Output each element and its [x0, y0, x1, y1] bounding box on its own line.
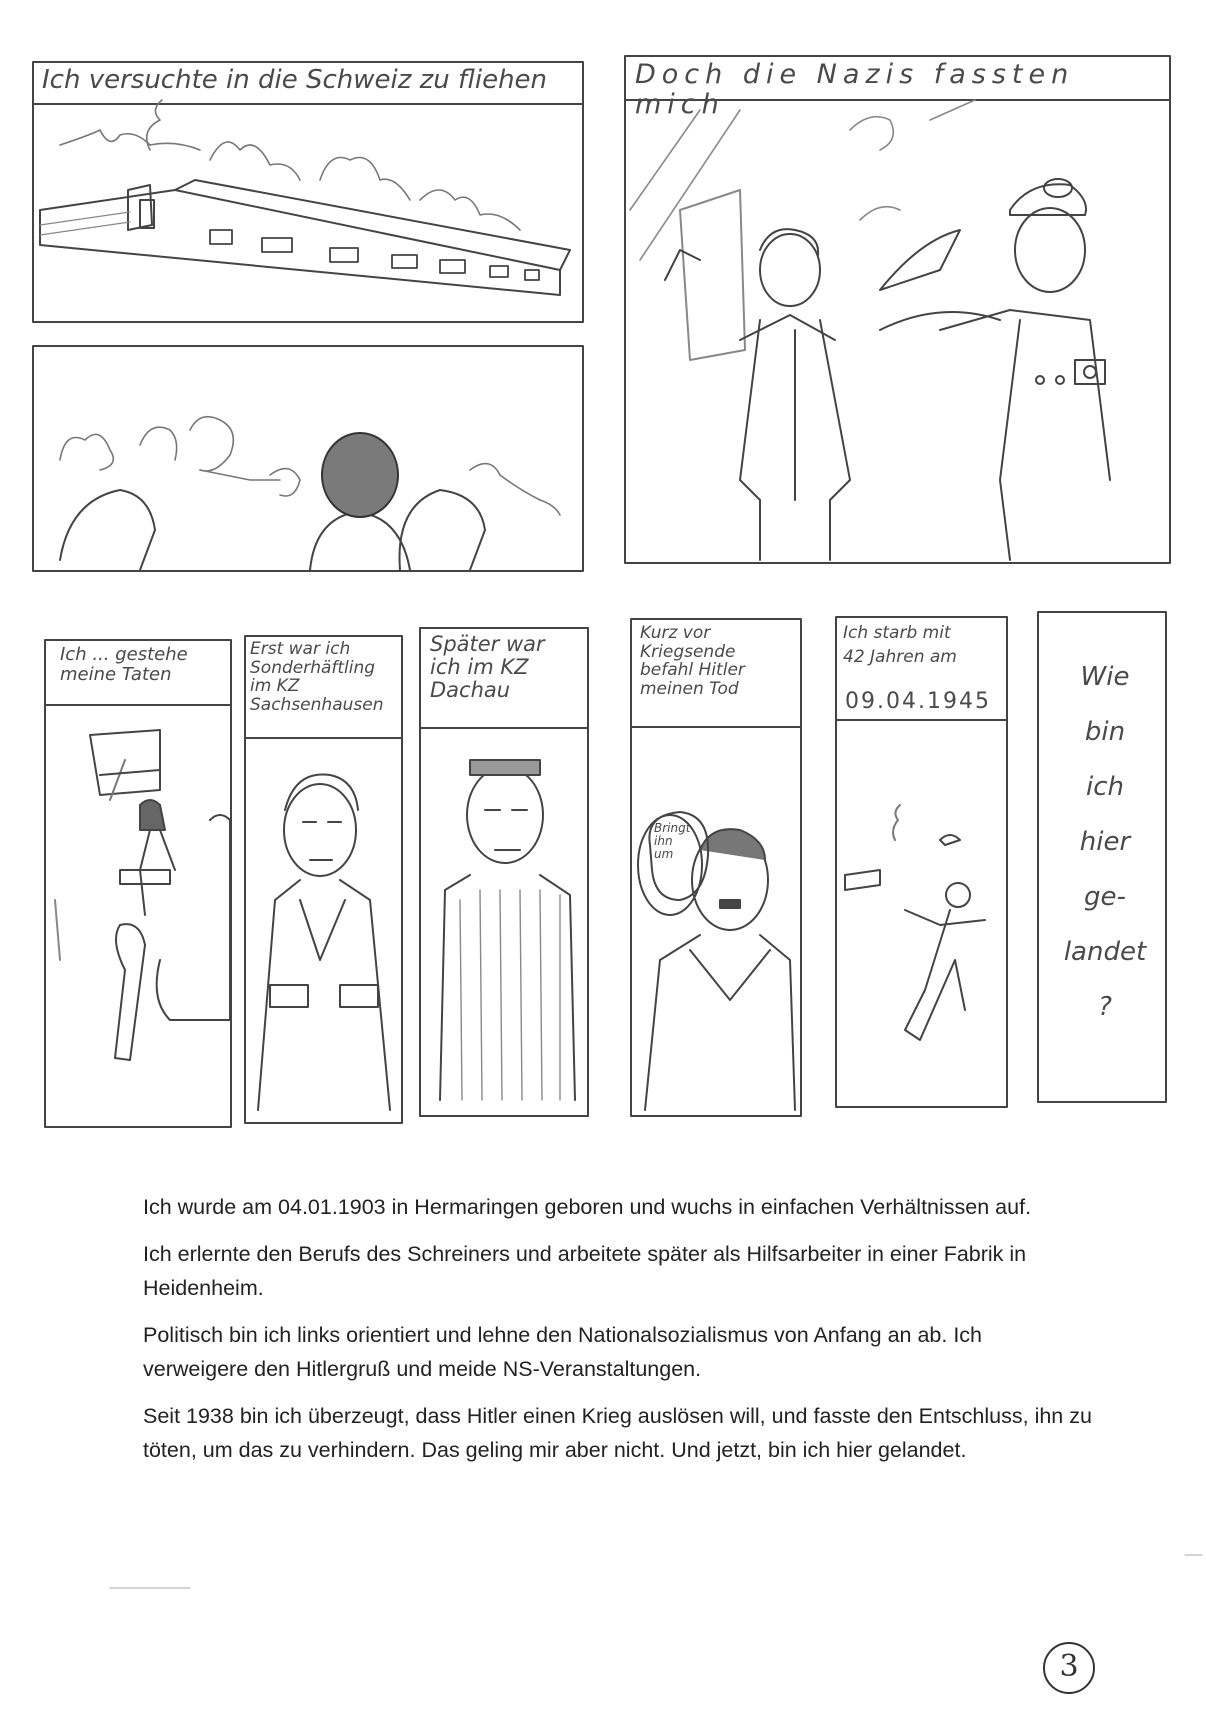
biography-text: [143, 1190, 1093, 1480]
caption-captured: Doch die Nazis fassten mich: [635, 59, 1075, 120]
paragraph-birth: Ich wurde am 04.01.1903 in Hermaringen geboren und wuchs in einfachen Verhältnissen auf.: [143, 1195, 1032, 1219]
panel-train: [33, 62, 583, 322]
caption-death-line1: Ich starb mit: [843, 623, 951, 643]
speech-bubble-text: Bringt ihn um: [654, 821, 691, 862]
caption-order: Kurz vor Kriegsende befahl Hitler meinen Tod: [640, 623, 745, 700]
panel-confession: [45, 640, 231, 1127]
caption-sachsenhausen: Erst war ich Sonderhäftling im KZ Sachsenhausen: [250, 639, 384, 716]
panel-seated-figure: [33, 346, 583, 571]
caption-confession: Ich ... gestehe meine Taten: [60, 644, 188, 685]
paragraph-politics: Politisch bin ich links orientiert und lehne den Nationalsozialismus von Anfang an ab. Ich verweigere den Hitlergruß und meide NS-Veranstaltungen.: [143, 1323, 982, 1381]
caption-dachau: Später war ich im KZ Dachau: [430, 632, 545, 703]
panel-arrest: [625, 56, 1170, 563]
page-number: 3: [1043, 1642, 1095, 1694]
paragraph-work: Ich erlernte den Berufs des Schreiners und arbeitete später als Hilfsarbeiter in einer Fabrik in Heidenheim.: [143, 1242, 1027, 1300]
caption-death-line2: 42 Jahren am: [843, 647, 957, 667]
caption-question: Wie bin ich hier ge- landet ?: [1063, 662, 1147, 1022]
caption-death-date: 09.04.1945: [845, 689, 991, 714]
paragraph-decision: Seit 1938 bin ich überzeugt, dass Hitler einen Krieg auslösen will, und fasste den Entschluss, ihn zu töten, um das zu verhindern. Das geling mir aber nicht. Und jetzt, bin ich hier gelandet.: [143, 1404, 1092, 1462]
caption-escape: Ich versuchte in die Schweiz zu fliehen: [42, 65, 548, 95]
